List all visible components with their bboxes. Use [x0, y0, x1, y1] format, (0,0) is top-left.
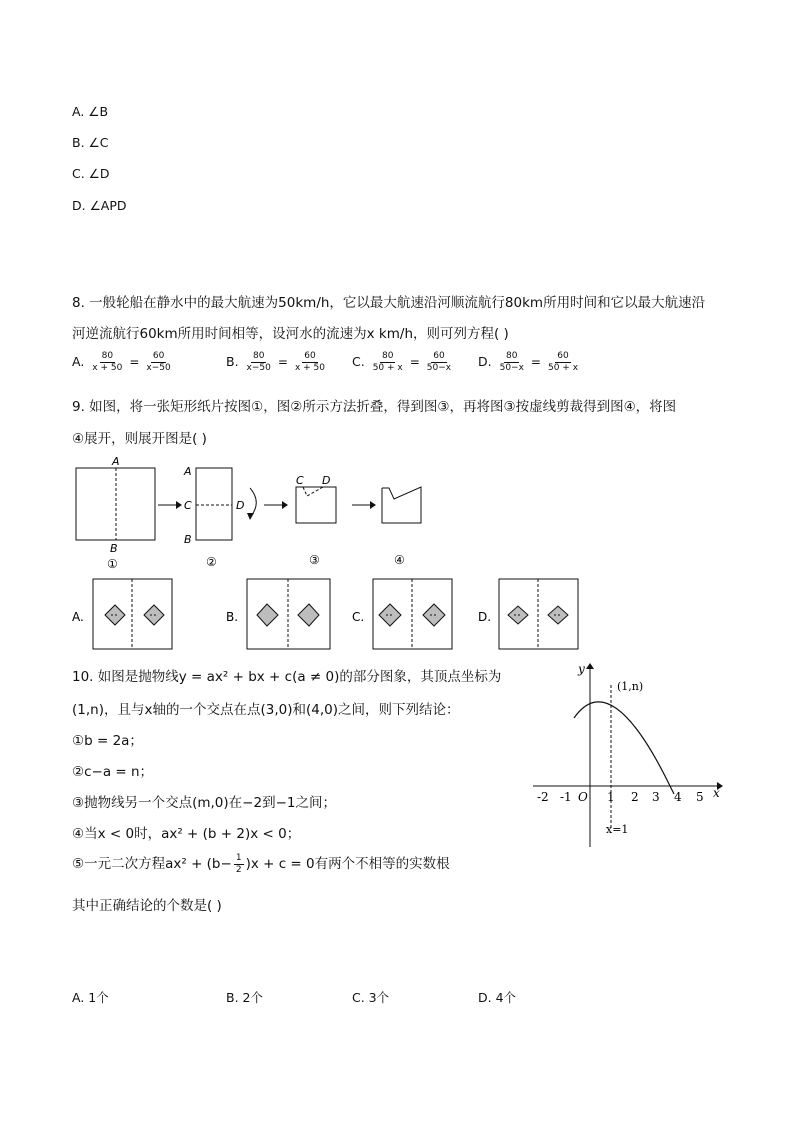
origin-label: O	[578, 790, 588, 804]
y-axis-label: y	[578, 662, 585, 676]
vertex-label: (1,n)	[617, 680, 644, 693]
step-label-1: ①	[107, 557, 118, 571]
q9-folding-figure	[0, 450, 794, 655]
fig1-label-a: A	[112, 455, 120, 468]
q10-option-b: B. 2个	[226, 990, 263, 1005]
answer-choice-a	[72, 579, 172, 649]
q7-option-a: A. ∠B	[72, 104, 109, 119]
fraction: $\frac{60}{x + 50}$	[294, 351, 325, 373]
q10-statement-5: ⑤一元二次方程ax² + (b− $\frac{1}{2}$ )x + c = 0有两个不相等的实数根	[72, 852, 450, 875]
q8-text-line2: 河逆流航行60km所用时间相等，设河水的流速为x km/h，则可列方程( )	[72, 326, 509, 342]
q8-option-letter: C.	[352, 354, 365, 369]
q8-option-b: B. $\frac{80}{x-50}$ = $\frac{60}{x + 50}$	[226, 351, 325, 373]
fig3-rect	[296, 487, 336, 523]
arrow-3-head	[370, 501, 376, 509]
q10-statement-3: ③抛物线另一个交点(m,0)在−2到−1之间；	[72, 795, 336, 811]
tick-label: 5	[696, 790, 704, 804]
tick-label: -1	[560, 790, 572, 804]
q8-option-a: A. $\frac{80}{x + 50}$ = $\frac{60}{x-50}$	[72, 351, 171, 373]
tick-label: 1	[607, 790, 615, 804]
tick-label: 4	[674, 790, 682, 804]
q8-option-letter: B.	[226, 354, 239, 369]
q7-option-d: D. ∠APD	[72, 198, 127, 213]
arrow-1-head	[176, 501, 182, 509]
fig2-label-b: B	[184, 533, 192, 546]
q10-statement-4: ④当x < 0时，ax² + (b + 2)x < 0；	[72, 826, 301, 842]
answer-choice-c	[352, 579, 452, 649]
fig2-rect	[196, 468, 232, 540]
q8-option-c: C. $\frac{80}{50 + x}$ = $\frac{60}{50-x}$	[352, 351, 452, 373]
fig4-shape	[382, 487, 421, 523]
x-axis-label: x	[713, 786, 720, 800]
svg-text:B.: B.	[226, 610, 239, 624]
tick-label: -2	[537, 790, 549, 804]
tick-label: 3	[652, 790, 660, 804]
fig3-cut-line	[303, 487, 323, 496]
q10-text-line1: 10. 如图是抛物线y = ax² + bx + c(a ≠ 0)的部分图象，其顶点坐标为	[72, 669, 502, 685]
q7-option-c: C. ∠D	[72, 166, 110, 181]
q9-text-line1: 9. 如图，将一张矩形纸片按图①，图②所示方法折叠，得到图③，再将图③按虚线剪裁得到图④，将图	[72, 399, 677, 415]
q7-option-b: B. ∠C	[72, 135, 109, 150]
fold-curve-arrow	[250, 488, 256, 516]
fig3-label-c: C	[296, 474, 304, 487]
fig2-label-d: D	[236, 499, 245, 512]
fraction: $\frac{60}{50 + x}$	[547, 351, 579, 373]
symmetry-axis-label: x=1	[606, 823, 629, 836]
svg-text:D.: D.	[478, 610, 492, 624]
step-label-4: ④	[394, 553, 405, 567]
q10-option-c: C. 3个	[352, 990, 390, 1005]
q10-question: 其中正确结论的个数是( )	[72, 898, 222, 914]
svg-text:A.: A.	[72, 610, 84, 624]
answer-choice-d	[478, 579, 578, 649]
fraction: $\frac{80}{50 + x}$	[372, 351, 403, 373]
fig1-label-b: B	[110, 542, 118, 555]
q8-option-letter: D.	[478, 354, 492, 369]
q8-option-letter: A.	[72, 354, 85, 369]
q9-text-line2: ④展开，则展开图是( )	[72, 431, 207, 447]
answer-choice-b	[226, 579, 330, 649]
fraction: $\frac{60}{50-x}$	[426, 351, 452, 373]
step-label-3: ③	[309, 553, 320, 567]
tick-label: 2	[631, 790, 639, 804]
q10-option-a: A. 1个	[72, 990, 109, 1005]
fraction: $\frac{80}{x-50}$	[246, 351, 271, 373]
q10-option-d: D. 4个	[478, 990, 517, 1005]
cutout-diamond-left	[257, 604, 278, 626]
arrow-2-head	[282, 501, 288, 509]
q10-statement-1: ①b = 2a；	[72, 733, 143, 749]
fraction-half: $\frac{1}{2}$	[235, 852, 242, 875]
fraction: $\frac{80}{x + 50}$	[92, 351, 123, 373]
q8-text-line1: 8. 一般轮船在静水中的最大航速为50km/h，它以最大航速沿河顺流航行80km所用时间和它以最大航速沿	[72, 295, 706, 311]
fig2-label-a: A	[184, 465, 192, 478]
parabola-curve	[574, 702, 674, 794]
fraction: $\frac{60}{x-50}$	[146, 351, 171, 373]
svg-text:C.: C.	[352, 610, 365, 624]
fig3-label-d: D	[322, 474, 331, 487]
cutout-diamond-right	[298, 604, 319, 626]
fold-curve-arrow-head	[247, 513, 254, 520]
fig2-label-c: C	[184, 499, 192, 512]
y-axis-arrow	[586, 663, 594, 669]
q8-option-d: D. $\frac{80}{50-x}$ = $\frac{60}{50 + x}$	[478, 351, 579, 373]
q10-statement-2: ②c−a = n；	[72, 764, 154, 780]
q10-text-line2: (1,n)，且与x轴的一个交点在点(3,0)和(4,0)之间，则下列结论：	[72, 702, 460, 718]
parabola-graph	[525, 655, 730, 850]
step-label-2: ②	[206, 555, 217, 569]
fraction: $\frac{80}{50-x}$	[499, 351, 524, 373]
